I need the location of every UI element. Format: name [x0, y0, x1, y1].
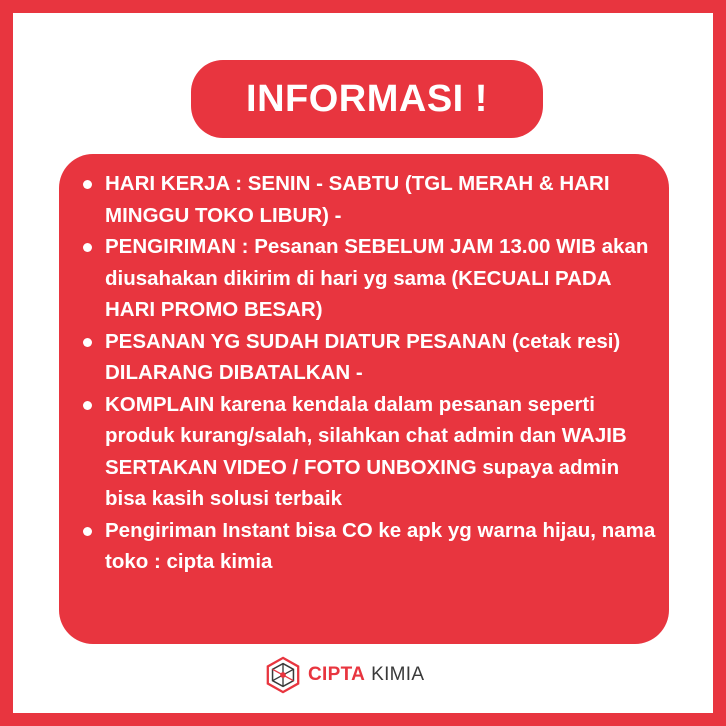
- brand-name-primary: CIPTA: [308, 664, 366, 685]
- list-item: [81, 231, 659, 326]
- brand-name-secondary: KIMIA: [371, 664, 425, 685]
- info-list: [81, 168, 659, 578]
- bullet-icon: [83, 338, 92, 347]
- brand-name: [308, 664, 424, 686]
- page-title-text: INFORMASI !: [246, 77, 488, 120]
- list-item: [81, 515, 659, 578]
- list-item-text: HARI KERJA : SENIN - SABTU (TGL MERAH & HARI MINGGU TOKO LIBUR) -: [105, 172, 610, 227]
- list-item: [81, 389, 659, 515]
- page-title: [191, 60, 543, 138]
- bullet-icon: [83, 401, 92, 410]
- info-panel: [59, 154, 669, 644]
- list-item-text: PENGIRIMAN : Pesanan SEBELUM JAM 13.00 WIB akan diusahakan dikirim di hari yg sama (KECUALI PADA HARI PROMO BESAR): [105, 235, 649, 321]
- brand-footer: [264, 655, 424, 695]
- bullet-icon: [83, 527, 92, 536]
- list-item-text: PESANAN YG SUDAH DIATUR PESANAN (cetak resi) DILARANG DIBATALKAN -: [105, 329, 621, 384]
- bullet-icon: [83, 243, 92, 252]
- bullet-icon: [83, 180, 92, 189]
- list-item-text: Pengiriman Instant bisa CO ke apk yg warna hijau, nama toko : cipta kimia: [105, 518, 656, 573]
- list-item: [81, 326, 659, 389]
- molecule-logo-icon: [264, 656, 302, 694]
- list-item: [81, 168, 659, 231]
- list-item-text: KOMPLAIN karena kendala dalam pesanan seperti produk kurang/salah, silahkan chat admin dan WAJIB SERTAKAN VIDEO / FOTO UNBOXING supaya admin bisa kasih solusi terbaik: [105, 392, 627, 510]
